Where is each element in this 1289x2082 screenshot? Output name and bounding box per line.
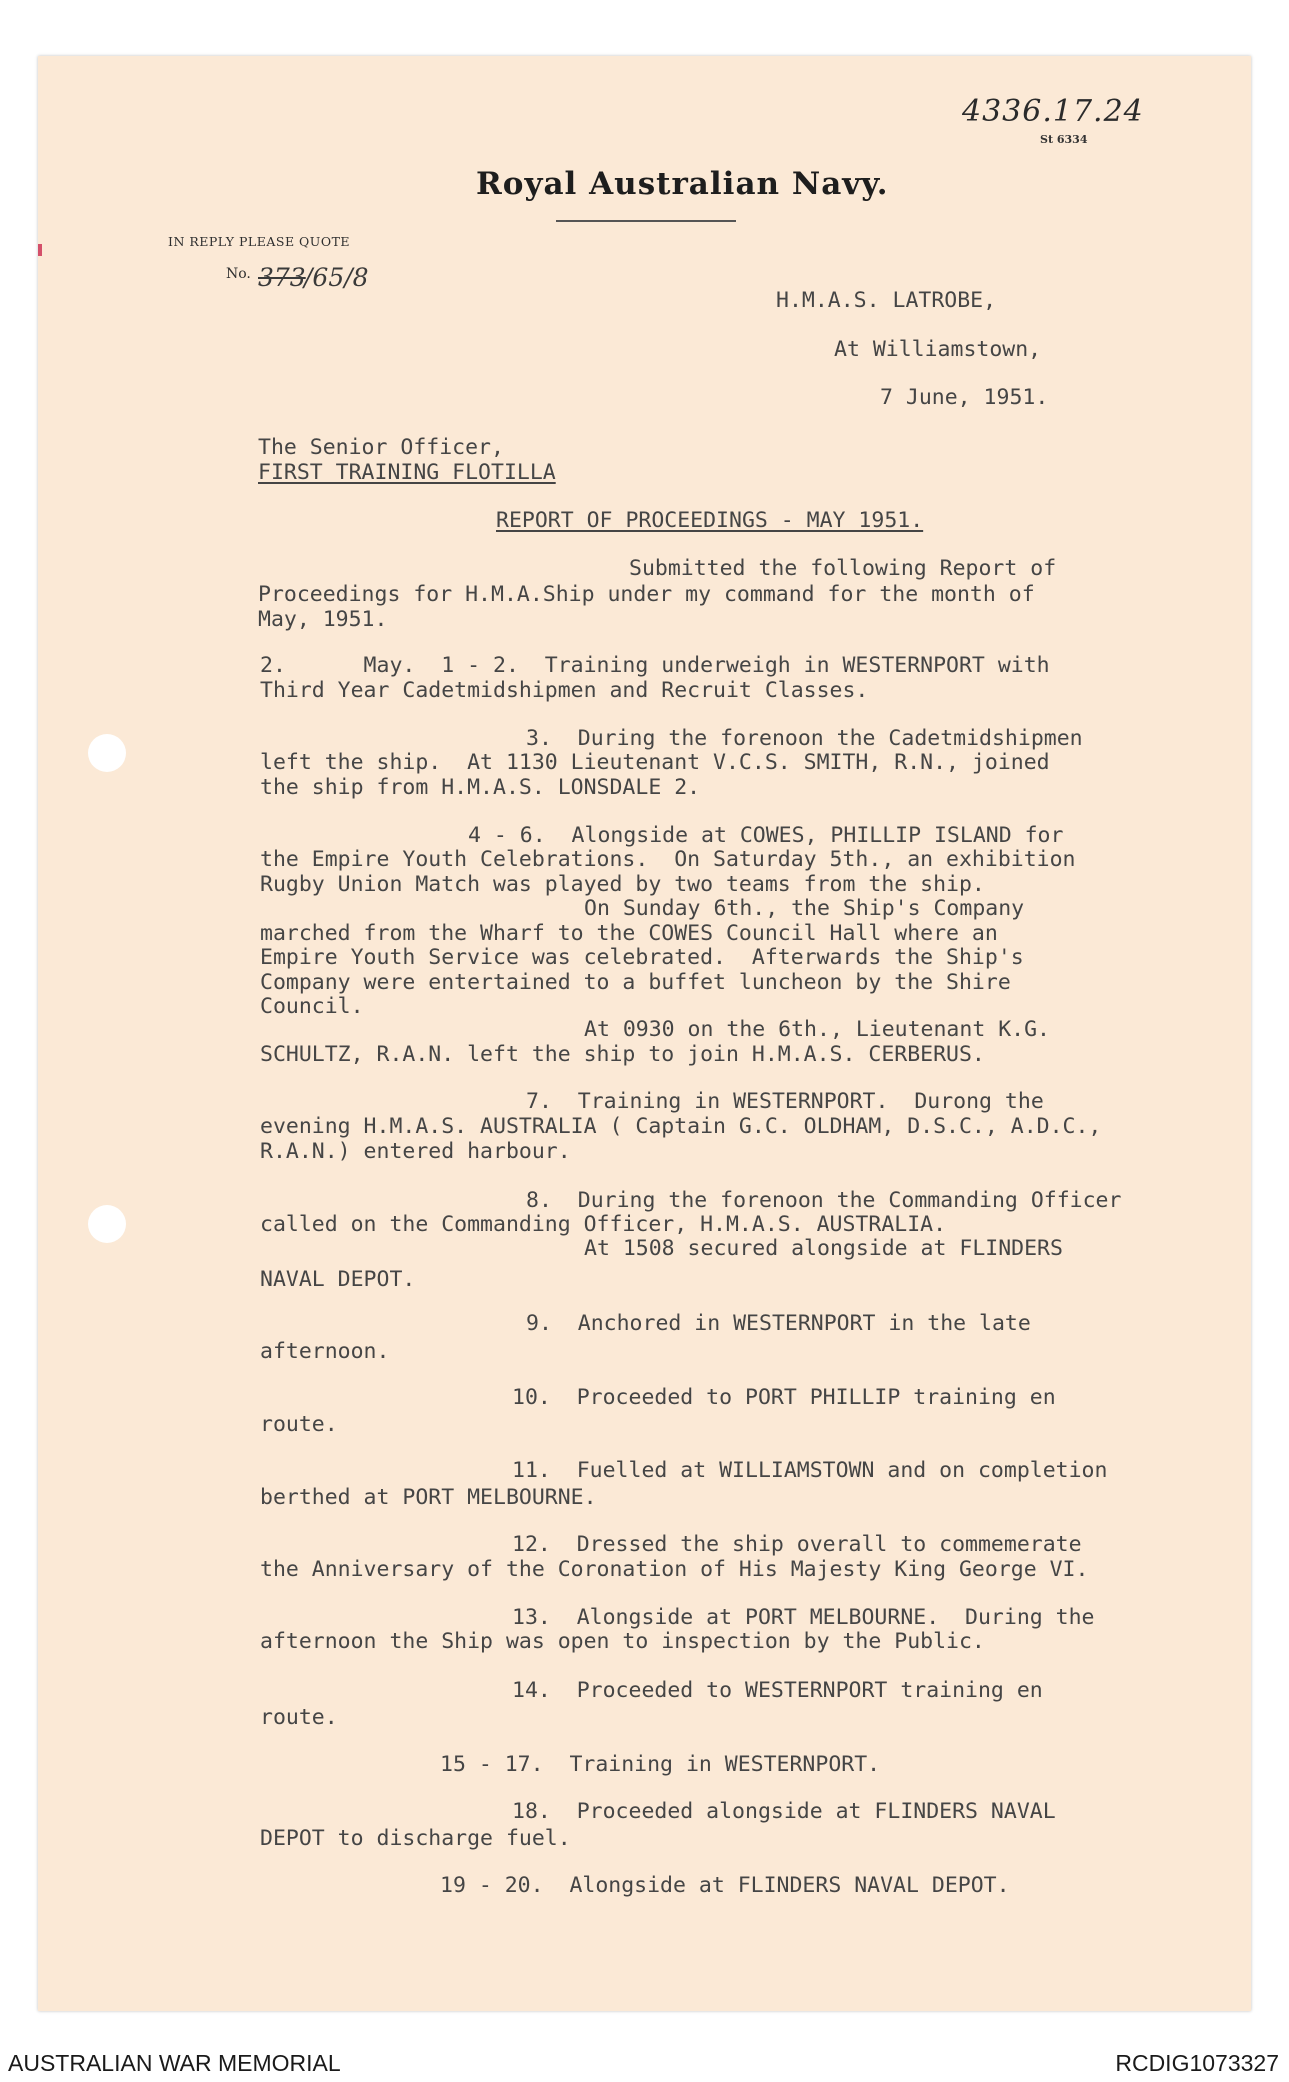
entry-7-line-1: 7. Training in WESTERNPORT. Durong the bbox=[526, 1089, 1044, 1114]
entry-13-line-2: afternoon the Ship was open to inspection by the Public. bbox=[260, 1629, 985, 1654]
entry-3-line-1: 3. During the forenoon the Cadetmidshipmen bbox=[526, 726, 1083, 751]
entry-9-line-1: 9. Anchored in WESTERNPORT in the late bbox=[526, 1311, 1031, 1336]
punch-hole-top bbox=[88, 734, 126, 772]
entry-8-line-3: At 1508 secured alongside at FLINDERS bbox=[584, 1236, 1063, 1261]
entry-4-6-line-2: the Empire Youth Celebrations. On Saturday 5th., an exhibition bbox=[260, 847, 1076, 872]
entry-1-2-line-2: Third Year Cadetmidshipmen and Recruit Classes. bbox=[260, 678, 869, 703]
ref-no-label: No. bbox=[226, 266, 251, 282]
letterhead-title: Royal Australian Navy. bbox=[476, 166, 889, 202]
sender-ship: H.M.A.S. LATROBE, bbox=[776, 288, 997, 313]
entry-4-6-line-9: At 0930 on the 6th., Lieutenant K.G. bbox=[584, 1017, 1050, 1042]
entry-1-2-line-1: 2. May. 1 - 2. Training underweigh in WESTERNPORT with bbox=[260, 653, 1050, 678]
entry-11-line-1: 11. Fuelled at WILLIAMSTOWN and on completion bbox=[512, 1458, 1108, 1483]
entry-4-6-line-5: marched from the Wharf to the COWES Council Hall where an bbox=[260, 921, 998, 946]
entry-4-6-line-7: Company were entertained to a buffet luncheon by the Shire bbox=[260, 970, 1011, 995]
intro-line-2: Proceedings for H.M.A.Ship under my command for the month of bbox=[258, 582, 1035, 607]
entry-12-line-1: 12. Dressed the ship overall to commemerate bbox=[512, 1532, 1082, 1557]
letterhead-underline bbox=[556, 220, 736, 222]
entry-10-line-1: 10. Proceeded to PORT PHILLIP training en bbox=[512, 1385, 1056, 1410]
entry-4-6-line-1: 4 - 6. Alongside at COWES, PHILLIP ISLAND for bbox=[468, 823, 1064, 848]
entry-14-line-1: 14. Proceeded to WESTERNPORT training en bbox=[512, 1678, 1043, 1703]
entry-8-line-2: called on the Commanding Officer, H.M.A.S. AUSTRALIA. bbox=[260, 1212, 947, 1237]
reply-quote-label: IN REPLY PLEASE QUOTE bbox=[168, 234, 351, 249]
entry-11-line-2: berthed at PORT MELBOURNE. bbox=[260, 1485, 597, 1510]
punch-hole-bottom bbox=[88, 1205, 126, 1243]
sender-location: At Williamstown, bbox=[834, 337, 1042, 362]
footer-record-id: RCDIG1073327 bbox=[1115, 2050, 1279, 2076]
footer-archive-name: AUSTRALIAN WAR MEMORIAL bbox=[8, 2050, 341, 2076]
report-heading: REPORT OF PROCEEDINGS - MAY 1951. bbox=[496, 508, 924, 533]
addressee-line-2: FIRST TRAINING FLOTILLA bbox=[258, 460, 556, 485]
entry-4-6-line-10: SCHULTZ, R.A.N. left the ship to join H.M.A.S. CERBERUS. bbox=[260, 1042, 985, 1067]
entry-7-line-3: R.A.N.) entered harbour. bbox=[260, 1139, 571, 1164]
ref-struck-number: 373 bbox=[258, 263, 306, 292]
handwritten-reference: 4336.17.24 bbox=[962, 94, 1144, 129]
letter-date: 7 June, 1951. bbox=[880, 385, 1049, 410]
entry-8-line-1: 8. During the forenoon the Commanding Officer bbox=[526, 1188, 1122, 1213]
entry-9-line-2: afternoon. bbox=[260, 1339, 390, 1364]
ref-number: /65/8 bbox=[304, 263, 369, 292]
entry-18-line-1: 18. Proceeded alongside at FLINDERS NAVAL bbox=[512, 1799, 1056, 1824]
entry-4-6-line-4: On Sunday 6th., the Ship's Company bbox=[584, 896, 1025, 921]
intro-line-3: May, 1951. bbox=[258, 607, 388, 632]
entry-14-line-2: route. bbox=[260, 1705, 338, 1730]
red-margin-mark bbox=[38, 244, 42, 256]
addressee-line-1: The Senior Officer, bbox=[258, 435, 504, 460]
entry-4-6-line-6: Empire Youth Service was celebrated. Afterwards the Ship's bbox=[260, 945, 1024, 970]
entry-4-6-line-8: Council. bbox=[260, 994, 364, 1019]
entry-12-line-2: the Anniversary of the Coronation of His Majesty King George VI. bbox=[260, 1557, 1089, 1582]
entry-13-line-1: 13. Alongside at PORT MELBOURNE. During the bbox=[512, 1605, 1095, 1630]
entry-15-17-line-1: 15 - 17. Training in WESTERNPORT. bbox=[440, 1752, 881, 1777]
entry-7-line-2: evening H.M.A.S. AUSTRALIA ( Captain G.C. OLDHAM, D.S.C., A.D.C., bbox=[260, 1114, 1102, 1139]
stamp-code: St 6334 bbox=[1040, 133, 1088, 146]
entry-3-line-3: the ship from H.M.A.S. LONSDALE 2. bbox=[260, 775, 701, 800]
intro-line-1: Submitted the following Report of bbox=[629, 556, 1057, 581]
entry-4-6-line-3: Rugby Union Match was played by two teams from the ship. bbox=[260, 872, 985, 897]
entry-19-20-line-1: 19 - 20. Alongside at FLINDERS NAVAL DEPOT. bbox=[440, 1873, 1010, 1898]
entry-8-line-4: NAVAL DEPOT. bbox=[260, 1267, 416, 1292]
entry-18-line-2: DEPOT to discharge fuel. bbox=[260, 1826, 571, 1851]
entry-10-line-2: route. bbox=[260, 1412, 338, 1437]
entry-3-line-2: left the ship. At 1130 Lieutenant V.C.S. SMITH, R.N., joined bbox=[260, 750, 1050, 775]
